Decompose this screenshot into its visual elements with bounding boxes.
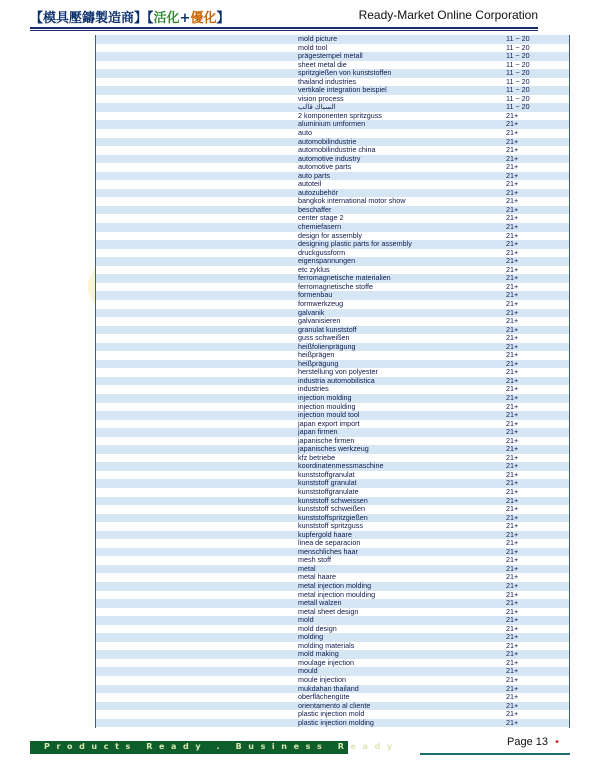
rank-cell: 11 ~ 20	[506, 85, 530, 95]
rank-cell: 11 ~ 20	[506, 59, 530, 69]
title-part-a: 【模具壓鑄製造商】	[30, 11, 148, 26]
keyword-cell: heißprägen	[298, 350, 335, 360]
rank-cell: 21+	[506, 546, 519, 556]
rank-cell: 21+	[506, 683, 519, 693]
rank-cell: 21+	[506, 401, 519, 411]
keyword-cell: injection moulding	[298, 401, 356, 411]
keyword-cell: orientamento al cliente	[298, 700, 371, 710]
keyword-cell: mukdahan thailand	[298, 683, 359, 693]
rank-cell: 21+	[506, 281, 519, 291]
table-row	[96, 197, 569, 206]
keyword-cell: center stage 2	[298, 213, 344, 223]
page-header	[0, 0, 600, 30]
rank-cell: 21+	[506, 307, 519, 317]
title-bracket-open: 【	[147, 11, 154, 26]
keyword-cell: linea de separacion	[298, 538, 361, 548]
company-name: Ready-Market Online Corporation	[358, 8, 538, 22]
table-row	[96, 35, 569, 44]
keyword-cell: sheet metal die	[298, 59, 347, 69]
rank-cell: 21+	[506, 555, 519, 565]
rank-cell: 11 ~ 20	[506, 102, 530, 112]
title-green: 活化	[153, 11, 180, 26]
rank-cell: 21+	[506, 512, 519, 522]
keyword-cell: vision process	[298, 93, 344, 103]
rank-cell: 21+	[506, 589, 519, 599]
rank-cell: 21+	[506, 632, 519, 642]
keyword-table	[95, 35, 570, 728]
rank-cell: 21+	[506, 222, 519, 232]
keyword-cell: etc zyklus	[298, 264, 330, 274]
keyword-cell: menschliches haar	[298, 546, 358, 556]
keyword-cell: oberflächengüte	[298, 692, 350, 702]
rank-cell: 21+	[506, 213, 519, 223]
page-marker-dot: •	[554, 737, 560, 748]
keyword-cell: herstellung von polyester	[298, 367, 378, 377]
keyword-cell: granulat kunststoff	[298, 324, 357, 334]
keyword-cell: galvanik	[298, 307, 325, 317]
keyword-cell: guss schweißen	[298, 333, 350, 343]
rank-cell: 21+	[506, 452, 519, 462]
rank-cell: 21+	[506, 204, 519, 214]
rank-cell: 21+	[506, 486, 519, 496]
rank-cell: 21+	[506, 521, 519, 531]
rank-cell: 21+	[506, 657, 519, 667]
keyword-cell: eigenspannungen	[298, 256, 356, 266]
keyword-cell: autoteil	[298, 179, 322, 189]
rank-cell: 21+	[506, 427, 519, 437]
keyword-cell: metal	[298, 563, 316, 573]
rank-cell: 21+	[506, 384, 519, 394]
rank-cell: 21+	[506, 666, 519, 676]
rank-cell: 21+	[506, 367, 519, 377]
keyword-cell: metall walzen	[298, 598, 342, 608]
keyword-cell: mold	[298, 615, 314, 625]
keyword-cell: kunststoff schweißen	[298, 504, 365, 514]
table-row	[96, 120, 569, 129]
rank-cell: 21+	[506, 333, 519, 343]
company-title	[30, 7, 229, 26]
rank-cell: 21+	[506, 563, 519, 573]
keyword-cell: metal injection molding	[298, 581, 372, 590]
keyword-cell: kunststoff spritzguss	[298, 521, 363, 531]
table-row	[96, 548, 569, 557]
rank-cell: 21+	[506, 341, 519, 351]
keyword-cell: metal injection moulding	[298, 589, 376, 599]
keyword-cell: mould	[298, 666, 318, 676]
keyword-cell: kupfergold haare	[298, 529, 352, 539]
rank-cell: 21+	[506, 316, 519, 326]
table-row	[96, 163, 569, 172]
rank-cell: 21+	[506, 444, 519, 454]
keyword-cell: heißprägung	[298, 358, 339, 368]
rank-cell: 21+	[506, 700, 519, 710]
keyword-cell: thailand industries	[298, 76, 356, 86]
table-row	[96, 659, 569, 668]
rank-cell: 21+	[506, 410, 519, 420]
keyword-cell: kunststoffgranulat	[298, 469, 355, 479]
rank-cell: 21+	[506, 273, 519, 283]
title-plus: +	[179, 11, 191, 26]
rank-cell: 21+	[506, 119, 519, 129]
keyword-cell: automobilindustrie china	[298, 145, 376, 155]
table-row	[96, 172, 569, 181]
table-row	[96, 283, 569, 292]
keyword-cell: moulage injection	[298, 657, 354, 667]
rank-cell: 11 ~ 20	[506, 42, 530, 52]
rank-cell: 21+	[506, 170, 519, 180]
keyword-cell: auto parts	[298, 170, 330, 180]
keyword-cell: ferromagnetische stoffe	[298, 281, 373, 291]
keyword-cell: bangkok international motor show	[298, 196, 406, 206]
rank-cell: 21+	[506, 145, 519, 155]
keyword-cell: metal sheet design	[298, 606, 359, 616]
keyword-cell: designing plastic parts for assembly	[298, 239, 412, 249]
keyword-cell: mold tool	[298, 42, 328, 52]
keyword-cell: automotive parts	[298, 162, 352, 172]
keyword-cell: japan firmen	[298, 427, 338, 437]
keyword-cell: formwerkzeug	[298, 298, 344, 308]
rank-cell: 21+	[506, 478, 519, 488]
rank-cell: 11 ~ 20	[506, 35, 530, 43]
keyword-cell: koordinatenmessmaschine	[298, 461, 384, 471]
keyword-cell: beschaffer	[298, 204, 332, 214]
rank-cell: 21+	[506, 358, 519, 368]
rank-cell: 21+	[506, 128, 519, 138]
rank-cell: 21+	[506, 375, 519, 385]
rank-cell: 21+	[506, 529, 519, 539]
rank-cell: 21+	[506, 239, 519, 249]
keyword-cell: molding	[298, 632, 324, 642]
rank-cell: 21+	[506, 581, 519, 590]
rank-cell: 21+	[506, 717, 519, 727]
keyword-cell: kunststoffspritzgießen	[298, 512, 368, 522]
rank-cell: 21+	[506, 256, 519, 266]
keyword-cell: injection molding	[298, 392, 352, 402]
rank-cell: 21+	[506, 606, 519, 616]
rank-cell: 21+	[506, 110, 519, 120]
rank-cell: 21+	[506, 230, 519, 240]
header-divider	[30, 27, 538, 29]
keyword-cell: druckgussform	[298, 247, 346, 257]
footer-slogan: Products Ready . Business Ready	[44, 742, 399, 751]
keyword-cell: ferromagnetische materialien	[298, 273, 391, 283]
keyword-cell: japan export import	[298, 418, 360, 428]
keyword-cell: galvanisieren	[298, 316, 341, 326]
keyword-cell: design for assembly	[298, 230, 362, 240]
table-row	[96, 377, 569, 386]
rank-cell: 21+	[506, 162, 519, 172]
rank-cell: 21+	[506, 187, 519, 197]
keyword-cell: السباك قالب	[298, 102, 336, 112]
rank-cell: 21+	[506, 572, 519, 582]
rank-cell: 21+	[506, 495, 519, 505]
rank-cell: 21+	[506, 196, 519, 206]
rank-cell: 21+	[506, 290, 519, 300]
rank-cell: 21+	[506, 504, 519, 514]
rank-cell: 21+	[506, 640, 519, 650]
rank-cell: 21+	[506, 623, 519, 633]
rank-cell: 21+	[506, 692, 519, 702]
keyword-cell: molding materials	[298, 640, 355, 650]
rank-cell: 11 ~ 20	[506, 68, 530, 78]
rank-cell: 21+	[506, 615, 519, 625]
title-bracket-close: 】	[216, 11, 230, 26]
table-row	[96, 300, 569, 309]
keyword-cell: kfz betriebe	[298, 452, 336, 462]
rank-cell: 21+	[506, 709, 519, 719]
keyword-cell: kunststoffgranulate	[298, 486, 359, 496]
rank-cell: 21+	[506, 461, 519, 471]
keyword-cell: mold making	[298, 649, 339, 659]
rank-cell: 21+	[506, 598, 519, 608]
keyword-cell: chemiefasern	[298, 222, 342, 232]
keyword-cell: autozubehör	[298, 187, 338, 197]
keyword-cell: japanische firmen	[298, 435, 355, 445]
footer-divider	[420, 753, 570, 755]
keyword-cell: plastic injection molding	[298, 717, 374, 727]
keyword-cell: spritzgießen von kunststoffen	[298, 68, 392, 78]
keyword-cell: injection mould tool	[298, 410, 360, 420]
keyword-cell: plastic injection mold	[298, 709, 365, 719]
table-row	[96, 608, 569, 617]
table-row	[96, 257, 569, 266]
keyword-cell: automotive industry	[298, 153, 361, 163]
rank-cell: 21+	[506, 264, 519, 274]
rank-cell: 21+	[506, 324, 519, 334]
title-orange: 優化	[190, 11, 217, 26]
keyword-cell: mold picture	[298, 35, 338, 43]
keyword-cell: heißfolienprägung	[298, 341, 356, 351]
table-row	[96, 719, 569, 728]
rank-cell: 21+	[506, 247, 519, 257]
page-number: Page 13	[507, 736, 548, 748]
rank-cell: 21+	[506, 435, 519, 445]
keyword-cell: industria automobilistica	[298, 375, 375, 385]
keyword-cell: 2 komponenten spritzguss	[298, 110, 382, 120]
table-row	[96, 556, 569, 565]
keyword-cell: kunststoff schweissen	[298, 495, 368, 505]
rank-cell: 21+	[506, 418, 519, 428]
table-row	[96, 625, 569, 634]
rank-cell: 21+	[506, 179, 519, 189]
rank-cell: 21+	[506, 675, 519, 685]
keyword-cell: automobilindustrie	[298, 136, 357, 146]
keyword-cell: aluminium umformen	[298, 119, 366, 129]
rank-cell: 21+	[506, 153, 519, 163]
rank-cell: 11 ~ 20	[506, 93, 530, 103]
rank-cell: 21+	[506, 136, 519, 146]
header-divider-thin	[30, 30, 538, 31]
rank-cell: 21+	[506, 649, 519, 659]
rank-cell: 21+	[506, 298, 519, 308]
keyword-cell: auto	[298, 128, 312, 138]
keyword-cell: kunststoff granulat	[298, 478, 357, 488]
rank-cell: 11 ~ 20	[506, 76, 530, 86]
keyword-cell: prägestempel metall	[298, 51, 363, 61]
rank-cell: 21+	[506, 538, 519, 548]
keyword-cell: vertikale integration beispiel	[298, 85, 387, 95]
keyword-cell: industries	[298, 384, 329, 394]
keyword-cell: mold design	[298, 623, 337, 633]
keyword-cell: formenbau	[298, 290, 333, 300]
rank-cell: 21+	[506, 469, 519, 479]
rank-cell: 21+	[506, 350, 519, 360]
keyword-cell: japanisches werkzeug	[298, 444, 369, 454]
keyword-cell: metal haare	[298, 572, 336, 582]
rank-cell: 11 ~ 20	[506, 51, 530, 61]
rank-cell: 21+	[506, 392, 519, 402]
keyword-cell: mesh stoff	[298, 555, 332, 565]
keyword-cell: moule injection	[298, 675, 346, 685]
